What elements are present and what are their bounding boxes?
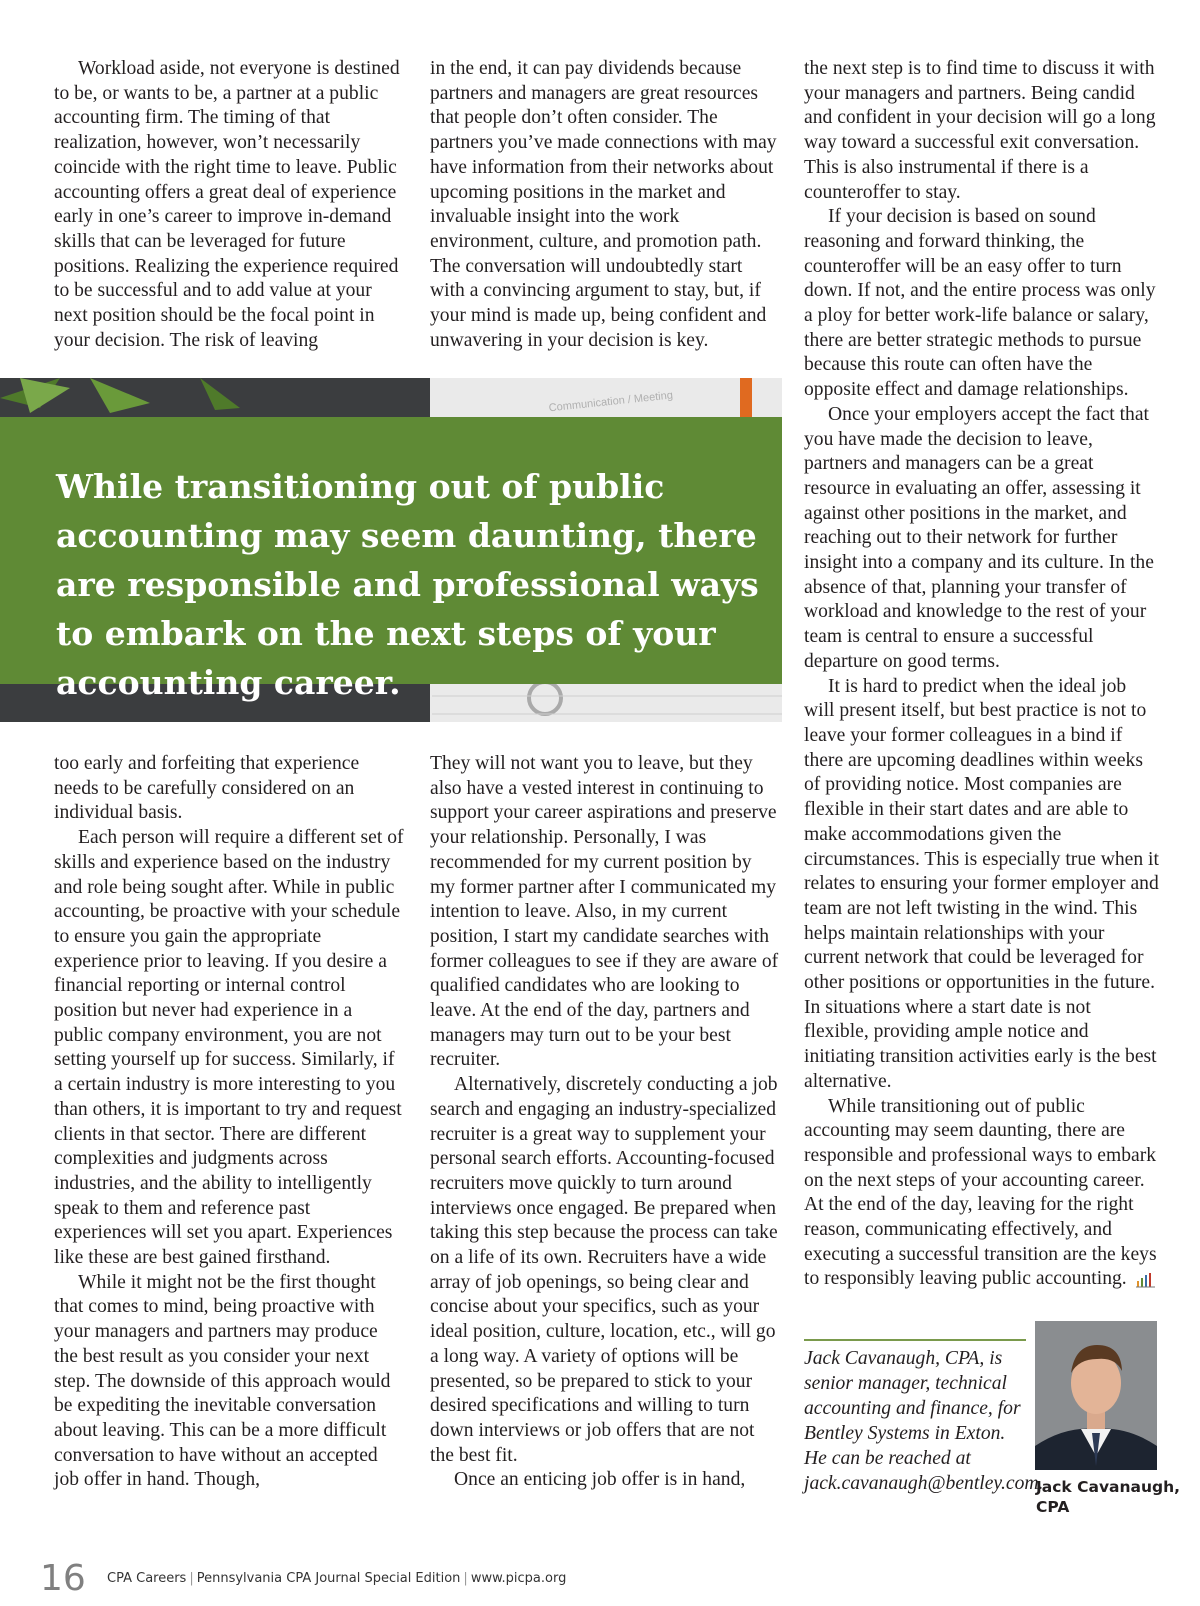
photo-text: Communication / Meeting xyxy=(548,389,674,415)
footer-publication: Pennsylvania CPA Journal Special Edition xyxy=(196,1571,461,1586)
paragraph: Workload aside, not everyone is destined to be, or wants to be, a partner at a public accounting firm. The timing of that realization, however, won’t necessarily coincide with the right time to leave. Public accounting offers a great deal of experience early in one’s career to improve in-demand skills that can be leveraged for future positions. Realizing the experience required to be successful and to add value at your next position should be the focal point in your decision. The risk of leaving xyxy=(54,58,400,351)
column-2-top xyxy=(430,57,780,353)
author-bio: Jack Cavanaugh, CPA, is senior manager, technical accounting and finance, for Bentley Systems in Exton. He can be reached at jack.cavanaugh@bentley.com. xyxy=(804,1348,1044,1494)
paragraph-final xyxy=(804,1095,1160,1293)
footer-section: CPA Careers xyxy=(107,1571,187,1586)
bio-divider xyxy=(804,1339,1026,1341)
column-1-bottom xyxy=(54,752,404,1493)
footer-separator: | xyxy=(189,1571,194,1586)
column-3 xyxy=(804,57,1160,1292)
paragraph: too early and forfeiting that experience needs to be carefully considered on an individual basis. xyxy=(54,753,360,824)
end-of-article-icon xyxy=(1135,1272,1157,1288)
paragraph: If your decision is based on sound reasoning and forward thinking, the counteroffer will be an easy offer to turn down. If not, and the entire process was only a ploy for better work-life balance or salary, there are better strategic methods to pursue because this route can often have the opposite effect and damage relationships. xyxy=(804,206,1156,401)
author-photo xyxy=(1035,1321,1157,1470)
paragraph: the next step is to find time to discuss it with your managers and partners. Being candid and confident in your decision will go a long way toward a successful exit conversation. This is also instrumental if there is a counteroffer to stay. xyxy=(804,58,1156,203)
footer-separator: | xyxy=(463,1571,468,1586)
column-1-top xyxy=(54,57,404,353)
column-2-bottom xyxy=(430,752,780,1493)
paragraph: It is hard to predict when the ideal job will present itself, but best practice is not to leave your former colleagues in a bind if there are upcoming deadlines within weeks of providing notice. Most companies are flexible in their start dates and are able to make accommodations given the circumstances. This is especially true when it relates to ensuring your former employer and team are not left twisting in the wind. This helps maintain relationships with your current network that could be leveraged for other positions or opportunities in the future. In situations where a start date is not flexible, providing ample notice and initiating transition activities early is the best alternative. xyxy=(804,675,1159,1092)
paragraph-final-text: While transitioning out of public accounting may seem daunting, there are responsible and professional ways to embark on the next steps of your accounting career. At the end of the day, leaving for the right reason, communicating effectively, and executing a successful transition are the keys to responsibly leaving public accounting. xyxy=(804,1095,1157,1290)
paragraph: While it might not be the first thought that comes to mind, being proactive with your managers and partners may produce the best result as you consider your next step. The downside of this approach would be expediting the inevitable conversation about leaving. This can be a more difficult conversation to have without an accepted job offer in hand. Though, xyxy=(54,1271,391,1491)
paragraph: They will not want you to leave, but they also have a vested interest in continuing to support your career aspirations and preserve your relationship. Personally, I was recommended for my current position by my former partner after I communicated my intention to leave. Also, in my current position, I start my candidate searches with former colleagues to see if they are aware of qualified candidates who are looking to leave. At the end of the day, partners and managers may turn out to be your best recruiter. xyxy=(430,753,779,1071)
footer-text xyxy=(107,1571,566,1586)
paragraph: Once your employers accept the fact that you have made the decision to leave, partners and managers can be a great resource in evaluating an offer, assessing it against other positions in the market, and reaching out to their network for further insight into a company and its culture. In the absence of that, planning your transfer of workload and knowledge to the rest of your team is central to ensure a successful departure on good terms. xyxy=(804,403,1154,672)
paragraph: Once an enticing job offer is in hand, xyxy=(454,1469,746,1491)
page-number: 16 xyxy=(40,1558,86,1599)
paragraph: in the end, it can pay dividends because partners and managers are great resources that people don’t often consider. The partners you’ve made connections with may have information from their networks about upcoming positions in the market and invaluable insight into the work environment, culture, and promotion path. The conversation will undoubtedly start with a convincing argument to stay, but, if your mind is made up, being confident and unwavering in your decision is key. xyxy=(430,58,777,351)
footer-url[interactable]: www.picpa.org xyxy=(470,1571,567,1586)
author-photo-caption: Jack Cavanaugh, CPA xyxy=(1036,1478,1181,1516)
pull-quote: While transitioning out of public accounting may seem daunting, there are responsible and professional ways to embark on the next steps of your accounting career. xyxy=(56,467,759,702)
paragraph: Alternatively, discretely conducting a job search and engaging an industry-specialized recruiter is a great way to supplement your personal search efforts. Accounting-focused recruiters move quickly to turn around interviews once engaged. Be prepared when taking this step because the process can take on a life of its own. Recruiters have a wide array of job openings, so being clear and concise about your specifics, such as your ideal position, culture, location, etc., will go a long way. A variety of options will be presented, so be prepared to stick to your desired specifications and willing to turn down interviews or job offers that are not the best fit. xyxy=(430,1074,778,1466)
paragraph: Each person will require a different set of skills and experience based on the industry and role being sought after. While in public accounting, be proactive with your schedule to ensure you gain the appropriate experience prior to leaving. If you desire a financial reporting or internal control position but never had experience in a public company environment, you are not setting yourself up for success. Similarly, if a certain industry is more interesting to you than others, it is important to try and request clients in that sector. There are different complexities and judgments across industries, and the ability to intelligently speak to them and reference past experiences will set you apart. Experiences like these are best gained firsthand. xyxy=(54,827,404,1269)
